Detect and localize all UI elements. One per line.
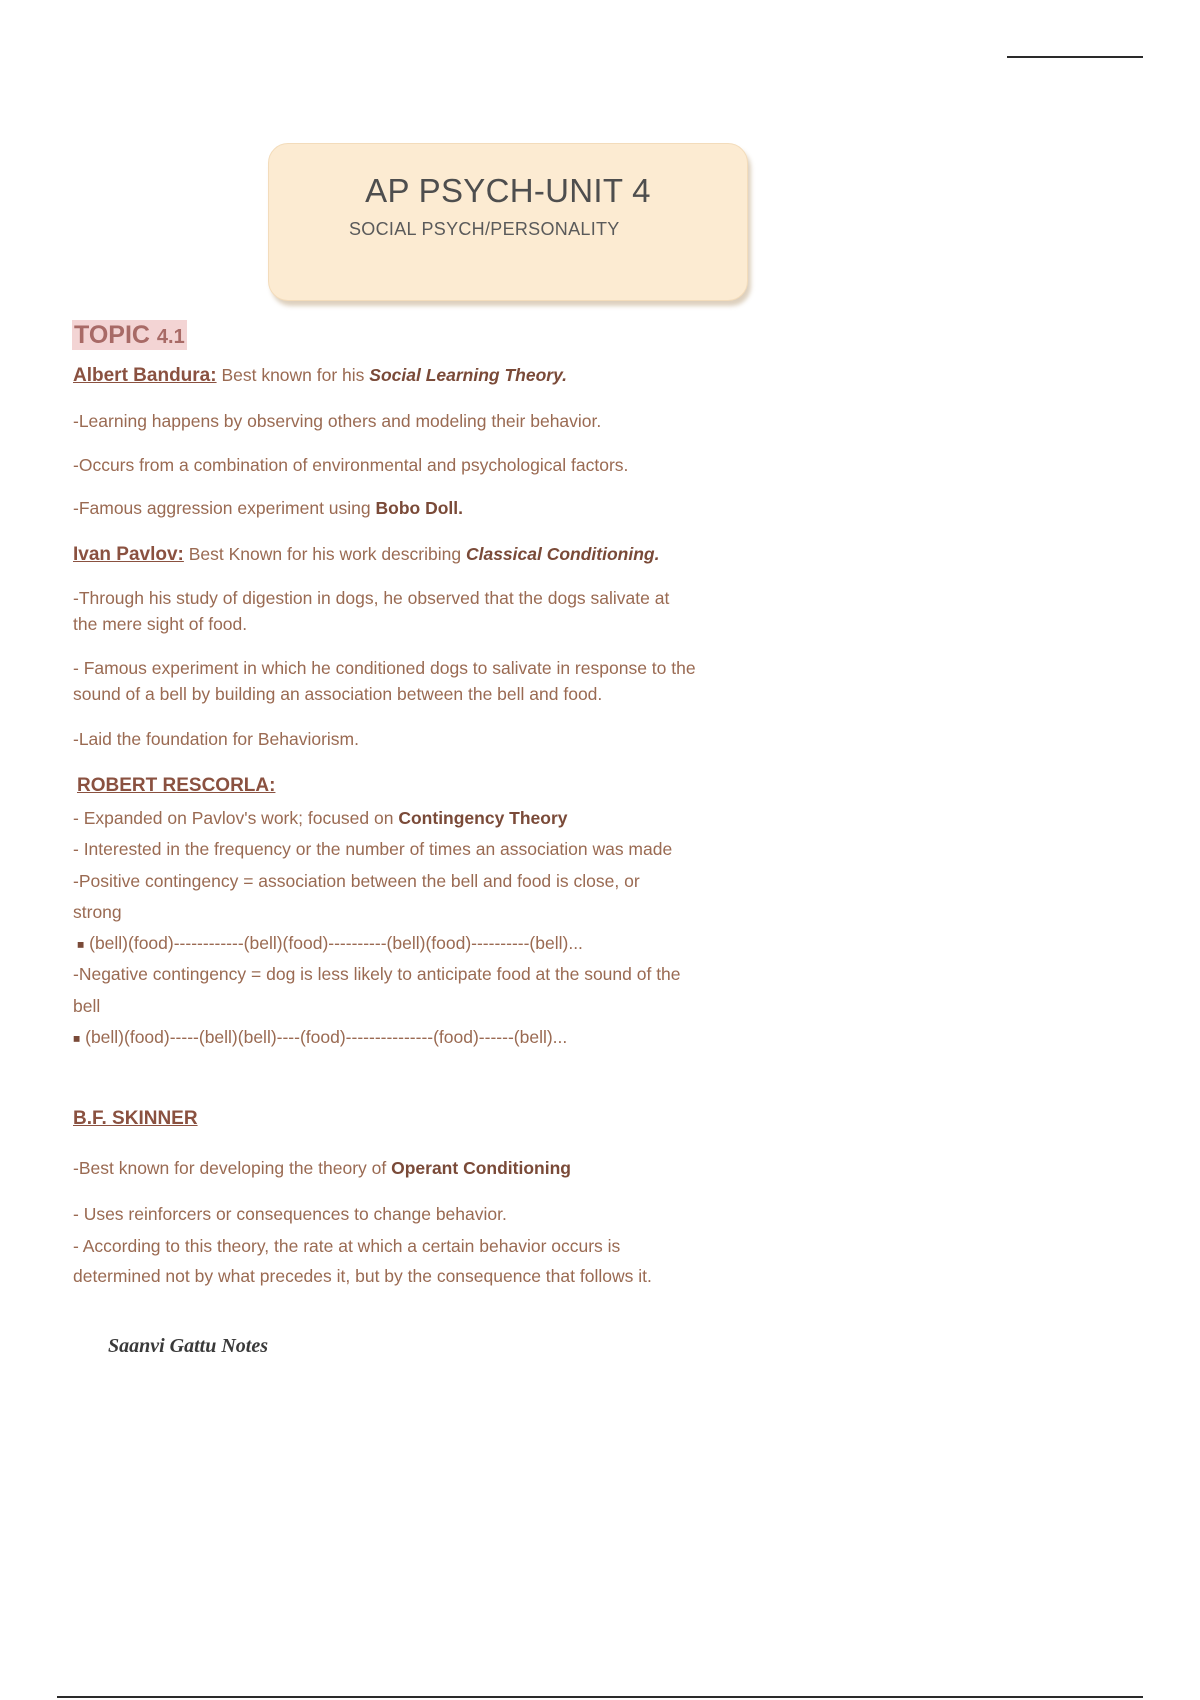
signature: Saanvi Gattu Notes <box>108 1335 269 1357</box>
pavlov-point: the mere sight of food. <box>73 614 248 634</box>
skinner-name: B.F. SKINNER <box>73 1108 198 1129</box>
contingency-theory: Contingency Theory <box>398 808 568 828</box>
bottom-rule <box>57 1696 1143 1698</box>
pavlov-heading-line <box>73 544 659 566</box>
positive-sequence <box>77 933 583 954</box>
topic-number: 4.1 <box>156 326 185 348</box>
pavlov-name: Ivan Pavlov: <box>73 544 184 565</box>
page-subtitle: SOCIAL PSYCH/PERSONALITY <box>349 219 620 239</box>
rescorla-line: -Negative contingency = dog is less likely to anticipate food at the sound of the <box>73 964 681 984</box>
pavlov-point: sound of a bell by building an association between the bell and food. <box>73 684 603 704</box>
pavlov-point: -Through his study of digestion in dogs, he observed that the dogs salivate at <box>73 588 670 608</box>
square-bullet-icon: ■ <box>73 1031 81 1046</box>
skinner-line: - According to this theory, the rate at which a certain behavior occurs is <box>73 1236 621 1256</box>
skinner-line <box>73 1158 571 1179</box>
rescorla-name: ROBERT RESCORLA: <box>77 775 276 796</box>
square-bullet-icon: ■ <box>77 937 85 952</box>
bobo-doll: Bobo Doll. <box>375 498 463 518</box>
title-box <box>268 143 748 301</box>
operant-conditioning: Operant Conditioning <box>391 1158 571 1178</box>
pavlov-point: -Laid the foundation for Behaviorism. <box>73 729 359 749</box>
topic-label <box>72 320 187 350</box>
negative-sequence <box>73 1027 567 1048</box>
top-rule <box>1007 56 1143 58</box>
skinner-line: determined not by what precedes it, but by the consequence that follows it. <box>73 1266 652 1286</box>
bandura-point <box>73 498 463 519</box>
skinner-text: -Best known for developing the theory of <box>73 1158 392 1178</box>
bandura-point: -Occurs from a combination of environmental and psychological factors. <box>73 455 629 475</box>
rescorla-line: strong <box>73 902 122 922</box>
rescorla-heading-line <box>77 775 275 797</box>
bandura-name: Albert Bandura: <box>73 365 217 386</box>
rescorla-text: - Expanded on Pavlov's work; focused on <box>73 808 399 828</box>
rescorla-line: - Interested in the frequency or the number of times an association was made <box>73 839 673 859</box>
sequence-text: (bell)(food)-----(bell)(bell)----(food)---------------(food)------(bell)... <box>80 1027 568 1047</box>
sequence-text: (bell)(food)------------(bell)(food)----------(bell)(food)----------(bell)... <box>84 933 583 953</box>
bandura-point-text: -Famous aggression experiment using <box>73 498 376 518</box>
page-title: AP PSYCH-UNIT 4 <box>365 172 651 209</box>
bandura-heading-line <box>73 365 567 387</box>
rescorla-line: -Positive contingency = association between the bell and food is close, or <box>73 871 640 891</box>
bandura-intro: Best known for his <box>216 365 370 385</box>
pavlov-theory: Classical Conditioning. <box>465 544 660 564</box>
topic-word: TOPIC <box>74 321 150 349</box>
rescorla-line <box>73 808 568 829</box>
bandura-theory: Social Learning Theory. <box>369 365 568 385</box>
skinner-heading-line <box>73 1108 198 1130</box>
pavlov-intro: Best Known for his work describing <box>183 544 466 564</box>
skinner-line: - Uses reinforcers or consequences to change behavior. <box>73 1204 507 1224</box>
pavlov-point: - Famous experiment in which he conditioned dogs to salivate in response to the <box>73 658 696 678</box>
rescorla-line: bell <box>73 996 101 1016</box>
bandura-point: -Learning happens by observing others and modeling their behavior. <box>73 411 602 431</box>
